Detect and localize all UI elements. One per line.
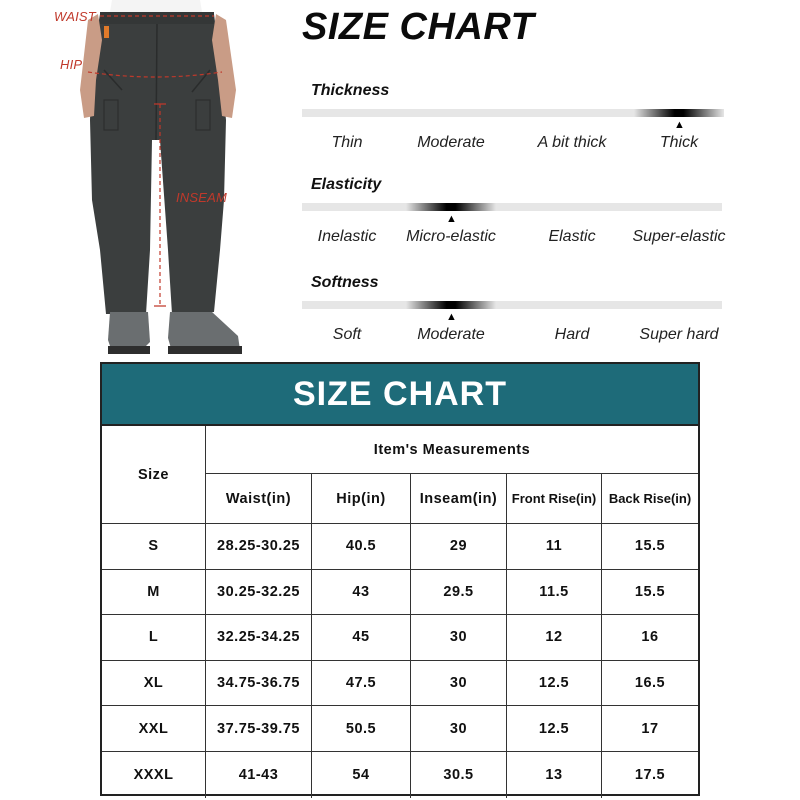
scale-option: Super hard bbox=[639, 326, 719, 343]
measurement-cell: 17.5 bbox=[634, 766, 666, 783]
scale-option: Super-elastic bbox=[632, 228, 726, 245]
measurement-cell: 43 bbox=[312, 570, 411, 616]
column-header: Waist(in) bbox=[206, 474, 312, 524]
measurement-cell: 30.5 bbox=[411, 752, 507, 798]
column-header: Front Rise(in) bbox=[507, 474, 602, 524]
measurement-cell: 30.25-32.25 bbox=[206, 570, 312, 616]
scale-option: Moderate bbox=[417, 134, 485, 151]
scale-option: Thin bbox=[331, 134, 363, 151]
scale-option: A bit thick bbox=[537, 134, 607, 151]
scale-selected-marker bbox=[634, 109, 724, 117]
size-cell: L bbox=[102, 615, 206, 661]
scale-title: Softness bbox=[311, 274, 379, 291]
measurement-cell: 17 bbox=[602, 706, 698, 752]
scale-option: Inelastic bbox=[317, 228, 377, 245]
size-cell: M bbox=[102, 570, 206, 616]
measurement-cell: 12.5 bbox=[507, 661, 602, 707]
measurement-cell: 11.5 bbox=[507, 570, 602, 616]
scale-softness bbox=[302, 274, 722, 354]
measurement-cell: 47.5 bbox=[312, 661, 411, 707]
measurement-cell: 11 bbox=[507, 524, 602, 570]
measurement-cell: 30 bbox=[411, 661, 507, 707]
measurement-cell: 29.5 bbox=[411, 570, 507, 616]
scale-pointer-icon: ▲ bbox=[674, 119, 685, 131]
scale-selected-marker bbox=[406, 301, 496, 309]
measurement-cell: 50.5 bbox=[312, 706, 411, 752]
measurement-cell: 16 bbox=[602, 615, 698, 661]
scale-elasticity bbox=[302, 176, 726, 256]
measurements-header: Item's Measurements bbox=[206, 426, 698, 474]
measurement-cell: 28.25-30.25 bbox=[206, 524, 312, 570]
scale-option: Thick bbox=[659, 134, 699, 151]
waist-label: WAIST bbox=[54, 9, 96, 24]
measurement-cell: 16.5 bbox=[602, 661, 698, 707]
scale-title: Thickness bbox=[311, 82, 390, 99]
measurement-cell: 45 bbox=[312, 615, 411, 661]
scale-bar bbox=[302, 301, 722, 309]
measurement-cell: 15.5 bbox=[602, 524, 698, 570]
scale-option: Micro-elastic bbox=[406, 228, 496, 245]
measurement-cell: 40.5 bbox=[312, 524, 411, 570]
scale-title: Elasticity bbox=[311, 176, 382, 193]
hip-label: HIP bbox=[60, 57, 83, 72]
measurement-cell: 54 bbox=[312, 752, 411, 798]
column-header: Hip(in) bbox=[312, 474, 411, 524]
measurement-cell: 37.75-39.75 bbox=[206, 706, 312, 752]
pants-model-image bbox=[0, 0, 290, 360]
table-title: SIZE CHART bbox=[102, 364, 698, 426]
measurement-cell: 41-43 bbox=[206, 752, 312, 798]
scale-thickness bbox=[302, 82, 722, 162]
inseam-label: INSEAM bbox=[176, 190, 228, 205]
size-cell: S bbox=[102, 524, 206, 570]
top-title: SIZE CHART bbox=[302, 6, 535, 48]
measurement-cell: 15.5 bbox=[602, 570, 698, 616]
column-header: Back Rise(in) bbox=[602, 474, 698, 524]
scale-bar bbox=[302, 203, 722, 211]
model-illustration bbox=[0, 0, 290, 360]
measurement-cell: 12.5 bbox=[507, 706, 602, 752]
scale-option: Soft bbox=[332, 326, 362, 343]
scale-bar bbox=[302, 109, 722, 117]
measurement-cell: 13 bbox=[507, 752, 602, 798]
size-cell: XL bbox=[102, 661, 206, 707]
measurement-cell: 34.75-36.75 bbox=[206, 661, 312, 707]
size-table bbox=[100, 362, 700, 796]
column-header: Inseam(in) bbox=[411, 474, 507, 524]
size-cell: XXXL bbox=[102, 752, 206, 798]
measurement-cell: 29 bbox=[411, 524, 507, 570]
measurement-cell: 30 bbox=[411, 615, 507, 661]
scale-option: Moderate bbox=[417, 326, 485, 343]
scale-pointer-icon: ▲ bbox=[446, 213, 457, 225]
scale-pointer-icon: ▲ bbox=[446, 311, 457, 323]
measurement-cell: 30 bbox=[411, 706, 507, 752]
size-header: Size bbox=[102, 426, 206, 524]
scale-selected-marker bbox=[406, 203, 496, 211]
size-cell: XXL bbox=[102, 706, 206, 752]
measurement-cell: 32.25-34.25 bbox=[206, 615, 312, 661]
scale-option: Elastic bbox=[548, 228, 596, 245]
measurement-cell: 12 bbox=[507, 615, 602, 661]
scale-option: Hard bbox=[554, 326, 590, 343]
